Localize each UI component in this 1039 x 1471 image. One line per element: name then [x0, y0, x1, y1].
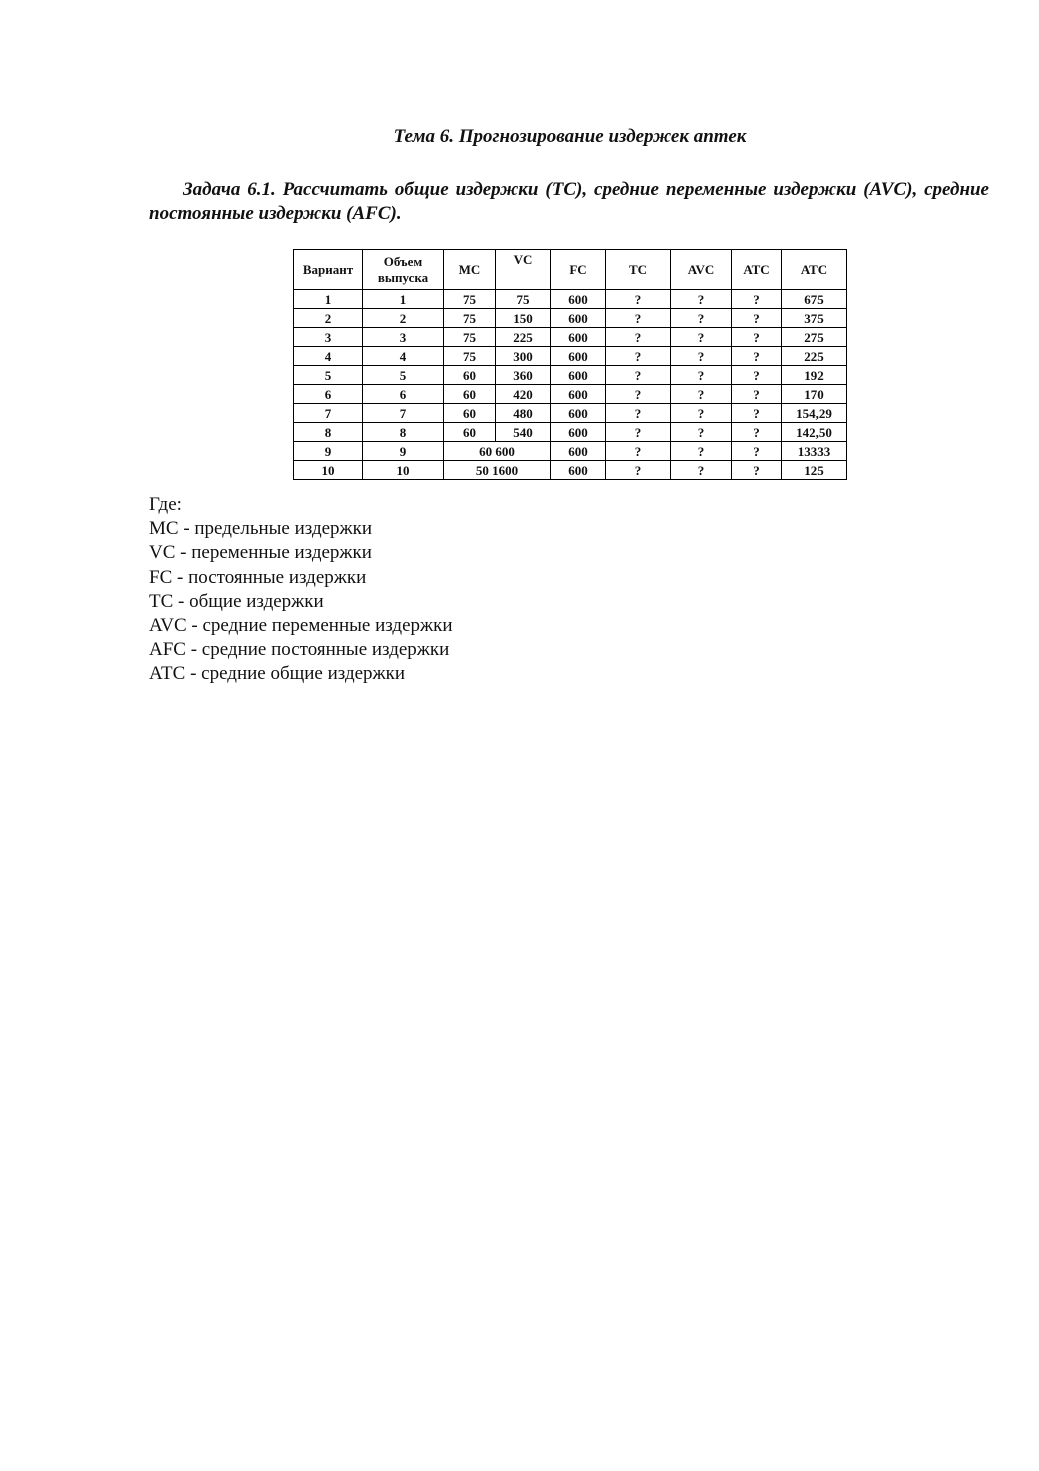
cell-atc-2: 375: [782, 309, 847, 328]
legend-item-tc: ТС - общие издержки: [149, 590, 324, 612]
cell-output: 4: [363, 347, 444, 366]
cell-mc: 75: [444, 309, 496, 328]
header-vc: VC: [496, 250, 551, 290]
cell-atc-1: ?: [732, 442, 782, 461]
cell-output: 6: [363, 385, 444, 404]
cell-variant: 5: [294, 366, 363, 385]
cell-tc: ?: [606, 328, 671, 347]
cell-atc-1: ?: [732, 290, 782, 309]
cell-output: 1: [363, 290, 444, 309]
table-row: [294, 404, 847, 423]
header-output-line1: Объем: [383, 253, 423, 269]
cell-avc: ?: [671, 366, 732, 385]
cell-atc-1: ?: [732, 461, 782, 480]
cell-tc: ?: [606, 442, 671, 461]
table-header-row: [294, 250, 847, 290]
table-row: [294, 423, 847, 442]
cell-variant: 2: [294, 309, 363, 328]
cell-vc: 420: [496, 385, 551, 404]
cell-atc-2: 225: [782, 347, 847, 366]
header-fc: FC: [551, 250, 606, 290]
cell-atc-2: 125: [782, 461, 847, 480]
header-variant: Вариант: [294, 250, 363, 290]
cell-avc: ?: [671, 404, 732, 423]
cell-atc-1: ?: [732, 366, 782, 385]
cell-mc-vc-merged: 50 1600: [444, 461, 551, 480]
cell-avc: ?: [671, 290, 732, 309]
cell-atc-1: ?: [732, 347, 782, 366]
cell-vc: 480: [496, 404, 551, 423]
cell-fc: 600: [551, 347, 606, 366]
cell-vc: 300: [496, 347, 551, 366]
table-row: [294, 309, 847, 328]
header-output: [363, 250, 444, 290]
cell-tc: ?: [606, 290, 671, 309]
cell-mc: 60: [444, 366, 496, 385]
cell-variant: 1: [294, 290, 363, 309]
cell-variant: 4: [294, 347, 363, 366]
task-statement: Задача 6.1. Рассчитать общие издержки (ТС), средние переменные издержки (AVC), средние постоянные издержки (AFC).: [149, 179, 989, 224]
cell-atc-1: ?: [732, 328, 782, 347]
cell-avc: ?: [671, 461, 732, 480]
cell-atc-1: ?: [732, 309, 782, 328]
cell-fc: 600: [551, 423, 606, 442]
header-avc: AVC: [671, 250, 732, 290]
cell-tc: ?: [606, 347, 671, 366]
cell-avc: ?: [671, 442, 732, 461]
cell-fc: 600: [551, 461, 606, 480]
cell-fc: 600: [551, 328, 606, 347]
cell-mc-vc-merged: 60 600: [444, 442, 551, 461]
cell-atc-2: 192: [782, 366, 847, 385]
cell-tc: ?: [606, 423, 671, 442]
cell-mc: 75: [444, 347, 496, 366]
cell-avc: ?: [671, 385, 732, 404]
cell-atc-1: ?: [732, 423, 782, 442]
header-atc-2: АТС: [782, 250, 847, 290]
table-row: [294, 347, 847, 366]
cell-mc: 60: [444, 385, 496, 404]
cell-avc: ?: [671, 309, 732, 328]
table-row: [294, 366, 847, 385]
cell-fc: 600: [551, 366, 606, 385]
cell-mc: 60: [444, 404, 496, 423]
cell-variant: 6: [294, 385, 363, 404]
table-body: [294, 290, 847, 480]
cell-fc: 600: [551, 442, 606, 461]
cell-output: 10: [363, 461, 444, 480]
cell-vc: 75: [496, 290, 551, 309]
table-row: [294, 442, 847, 461]
cell-variant: 9: [294, 442, 363, 461]
cell-atc-2: 170: [782, 385, 847, 404]
cell-atc-1: ?: [732, 385, 782, 404]
legend-item-afc: AFC - средние постоянные издержки: [149, 639, 450, 661]
cell-tc: ?: [606, 404, 671, 423]
cell-fc: 600: [551, 385, 606, 404]
cell-atc-2: 675: [782, 290, 847, 309]
cell-avc: ?: [671, 423, 732, 442]
cell-output: 9: [363, 442, 444, 461]
cell-tc: ?: [606, 461, 671, 480]
header-output-line2: выпуска: [377, 269, 429, 285]
cell-mc: 75: [444, 290, 496, 309]
cell-variant: 10: [294, 461, 363, 480]
cell-atc-2: 275: [782, 328, 847, 347]
cell-vc: 150: [496, 309, 551, 328]
legend-item-mc: МС - предельные издержки: [149, 518, 373, 540]
cell-variant: 7: [294, 404, 363, 423]
cell-fc: 600: [551, 404, 606, 423]
legend-item-vc: VC - переменные издержки: [149, 542, 372, 564]
header-atc-1: АТС: [732, 250, 782, 290]
legend-list: [149, 493, 453, 687]
cell-atc-2: 13333: [782, 442, 847, 461]
cell-atc-1: ?: [732, 404, 782, 423]
table-row: [294, 290, 847, 309]
cell-variant: 8: [294, 423, 363, 442]
table-row: [294, 385, 847, 404]
header-tc: ТС: [606, 250, 671, 290]
cell-tc: ?: [606, 366, 671, 385]
cell-mc: 75: [444, 328, 496, 347]
cell-fc: 600: [551, 290, 606, 309]
legend-item-avc: AVC - средние переменные издержки: [149, 615, 453, 637]
cell-tc: ?: [606, 309, 671, 328]
cell-tc: ?: [606, 385, 671, 404]
legend-item-atc: АТС - средние общие издержки: [149, 663, 406, 685]
cell-vc: 360: [496, 366, 551, 385]
header-mc: МС: [444, 250, 496, 290]
cell-mc: 60: [444, 423, 496, 442]
table-row: [294, 461, 847, 480]
cell-output: 8: [363, 423, 444, 442]
table-row: [294, 328, 847, 347]
cell-avc: ?: [671, 328, 732, 347]
cell-atc-2: 154,29: [782, 404, 847, 423]
cell-output: 7: [363, 404, 444, 423]
cell-output: 5: [363, 366, 444, 385]
cost-table: [293, 249, 847, 480]
cell-atc-2: 142,50: [782, 423, 847, 442]
cell-fc: 600: [551, 309, 606, 328]
cell-output: 2: [363, 309, 444, 328]
cell-output: 3: [363, 328, 444, 347]
cell-vc: 225: [496, 328, 551, 347]
cell-avc: ?: [671, 347, 732, 366]
page-title: Тема 6. Прогнозирование издержек аптек: [393, 126, 747, 147]
legend-where: Где:: [149, 494, 182, 515]
legend-item-fc: FC - постоянные издержки: [149, 566, 367, 588]
cell-vc: 540: [496, 423, 551, 442]
cell-variant: 3: [294, 328, 363, 347]
